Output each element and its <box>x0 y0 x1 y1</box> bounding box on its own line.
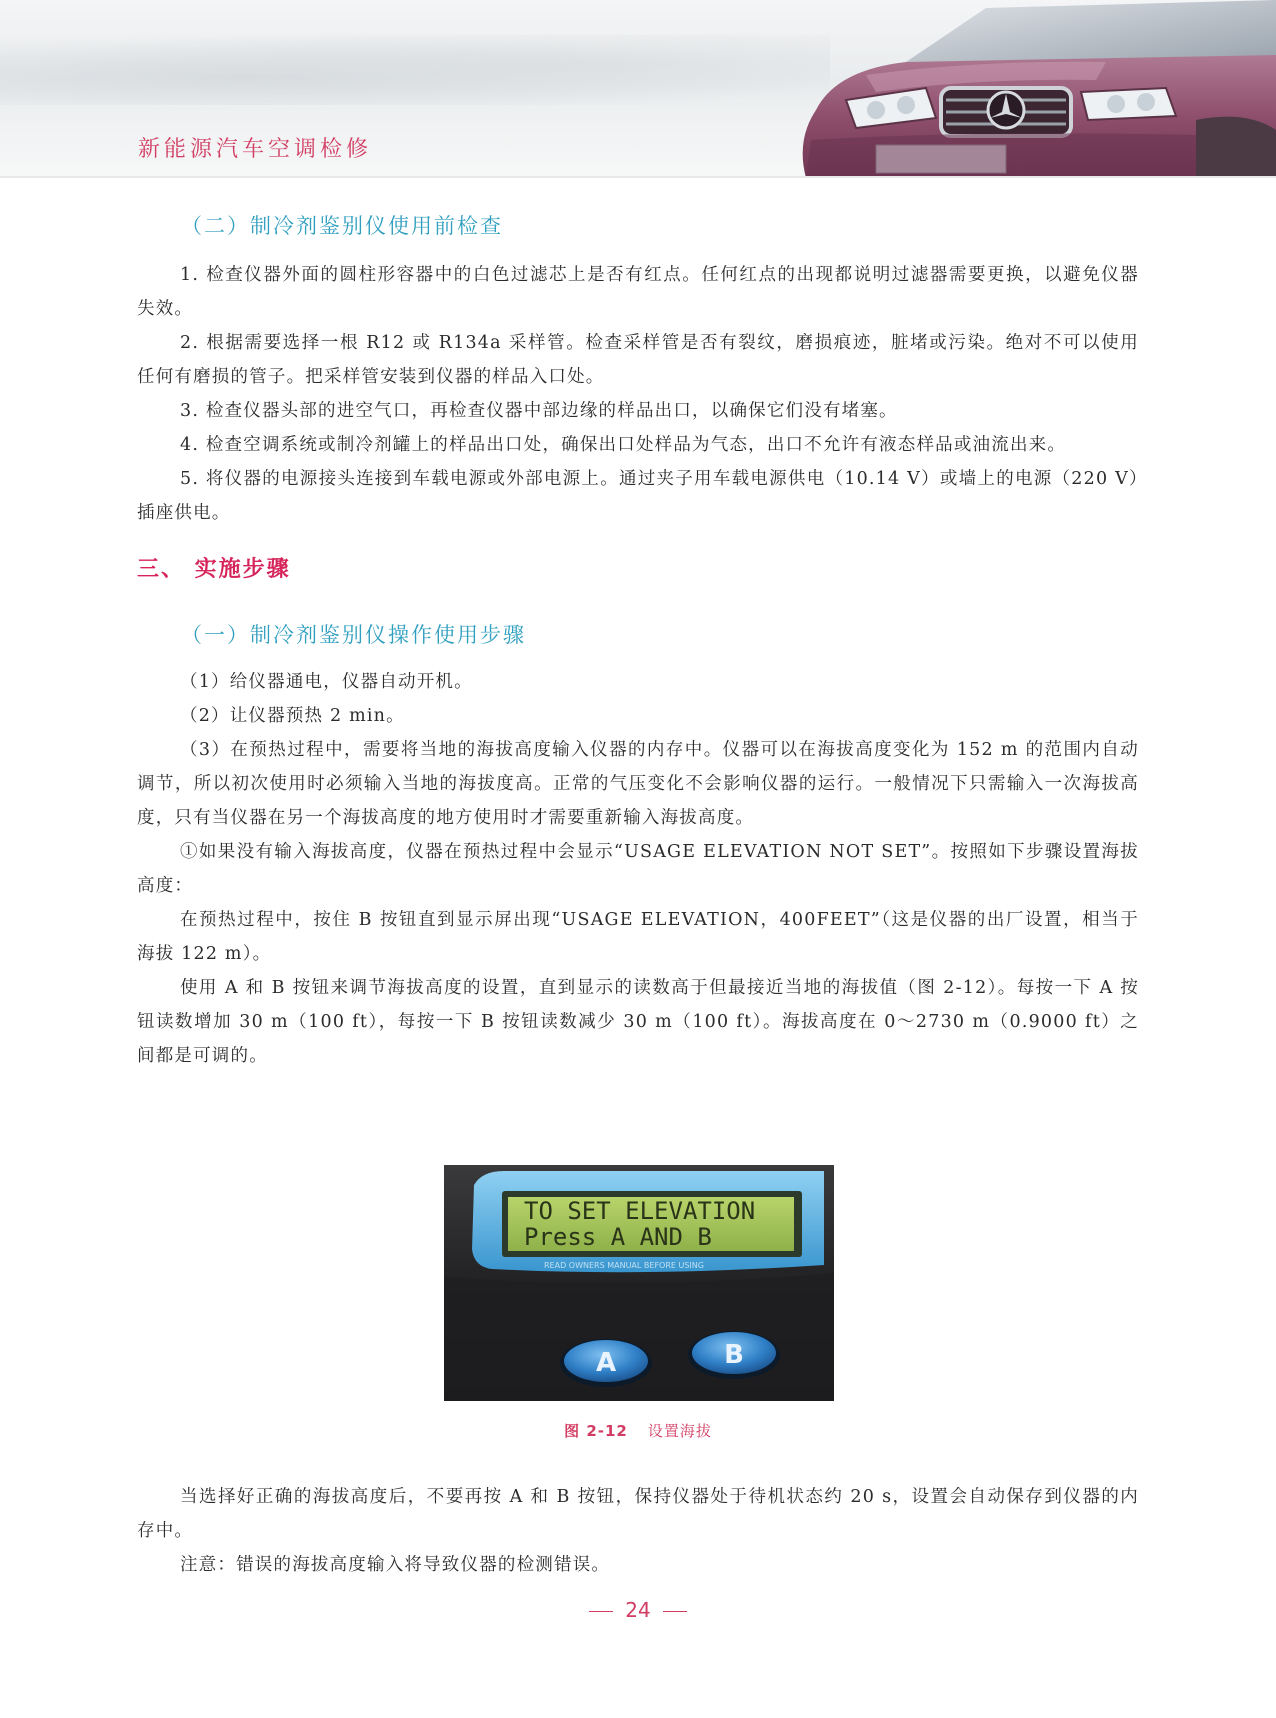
page-header <box>0 0 1276 178</box>
pre-check-item: 1. 检查仪器外面的圆柱形容器中的白色过滤芯上是否有红点。任何红点的出现都说明过滤器需要更换，以避免仪器失效。 <box>137 265 1139 319</box>
after-figure-paragraph: 当选择好正确的海拔高度后，不要再按 A 和 B 按钮，保持仪器处于待机状态约 20 s，设置会自动保存到仪器的内存中。 <box>137 1487 1139 1541</box>
car-illustration <box>776 0 1276 178</box>
after-figure-text <box>137 1480 1139 1582</box>
note-paragraph: 注意：错误的海拔高度输入将导致仪器的检测错误。 <box>180 1555 611 1575</box>
header-mist-art <box>0 35 830 105</box>
steps-list <box>137 665 1139 1073</box>
footer-dash-left <box>589 1611 613 1612</box>
step-paragraph: 在预热过程中，按住 B 按钮直到显示屏出现“USAGE ELEVATION，400FEET”（这是仪器的出厂设置，相当于海拔 122 m）。 <box>137 910 1139 964</box>
figure-number: 图 2-12 <box>564 1422 628 1440</box>
button-b-label: B <box>724 1340 744 1370</box>
steps-subheading: （一）制冷剂鉴别仪操作使用步骤 <box>181 623 526 647</box>
device-warning-strip: READ OWNERS MANUAL BEFORE USING <box>544 1261 704 1270</box>
page-content <box>137 200 1139 1073</box>
pre-check-item: 4. 检查空调系统或制冷剂罐上的样品出口处，确保出口处样品为气态，出口不允许有液态样品或油流出来。 <box>180 435 1067 455</box>
book-title: 新能源汽车空调检修 <box>138 137 373 162</box>
page-footer <box>0 1598 1276 1622</box>
footer-dash-right <box>663 1611 687 1612</box>
step-paragraph: （1）给仪器通电，仪器自动开机。 <box>180 672 473 692</box>
lcd-line-2: Press A AND B <box>524 1223 712 1251</box>
elevation-device-photo <box>444 1165 834 1401</box>
header-divider <box>0 176 1276 178</box>
figure-caption <box>0 1420 1276 1441</box>
step-paragraph: ①如果没有输入海拔高度，仪器在预热过程中会显示“USAGE ELEVATION NOT SET”。按照如下步骤设置海拔高度： <box>137 842 1139 896</box>
step-paragraph: （2）让仪器预热 2 min。 <box>180 706 405 726</box>
pre-check-heading: （二）制冷剂鉴别仪使用前检查 <box>181 214 503 238</box>
pre-check-item: 3. 检查仪器头部的进空气口，再检查仪器中部边缘的样品出口，以确保它们没有堵塞。 <box>180 401 898 421</box>
pre-check-item: 2. 根据需要选择一根 R12 或 R134a 采样管。检查采样管是否有裂纹，磨损痕迹，脏堵或污染。绝对不可以使用任何有磨损的管子。把采样管安装到仪器的样品入口处。 <box>137 333 1139 387</box>
pre-check-item: 5. 将仪器的电源接头连接到车载电源或外部电源上。通过夹子用车载电源供电（10.14 V）或墙上的电源（220 V）插座供电。 <box>137 469 1139 523</box>
pre-check-list <box>137 258 1139 530</box>
page-number: 24 <box>625 1598 651 1622</box>
steps-section-heading: 三、 实施步骤 <box>137 557 291 582</box>
figure-caption-text: 设置海拔 <box>647 1422 712 1440</box>
device-lower-body <box>444 1273 834 1401</box>
button-a-label: A <box>595 1348 617 1378</box>
step-paragraph: 使用 A 和 B 按钮来调节海拔高度的设置，直到显示的读数高于但最接近当地的海拔值（图 2-12）。每按一下 A 按钮读数增加 30 m（100 ft），每按一下 B 按钮读数减少 30 m（100 ft）。海拔高度在 0～2730 m（0.9000 ft）之间都是可调的。 <box>137 978 1139 1066</box>
step-paragraph: （3）在预热过程中，需要将当地的海拔高度输入仪器的内存中。仪器可以在海拔高度变化为 152 m 的范围内自动调节，所以初次使用时必须输入当地的海拔度高。正常的气压变化不会影响仪器的运行。一般情况下只需输入一次海拔高度，只有当仪器在另一个海拔高度的地方使用时才需要重新输入海拔高度。 <box>137 740 1139 828</box>
lcd-line-1: TO SET ELEVATION <box>524 1197 756 1225</box>
